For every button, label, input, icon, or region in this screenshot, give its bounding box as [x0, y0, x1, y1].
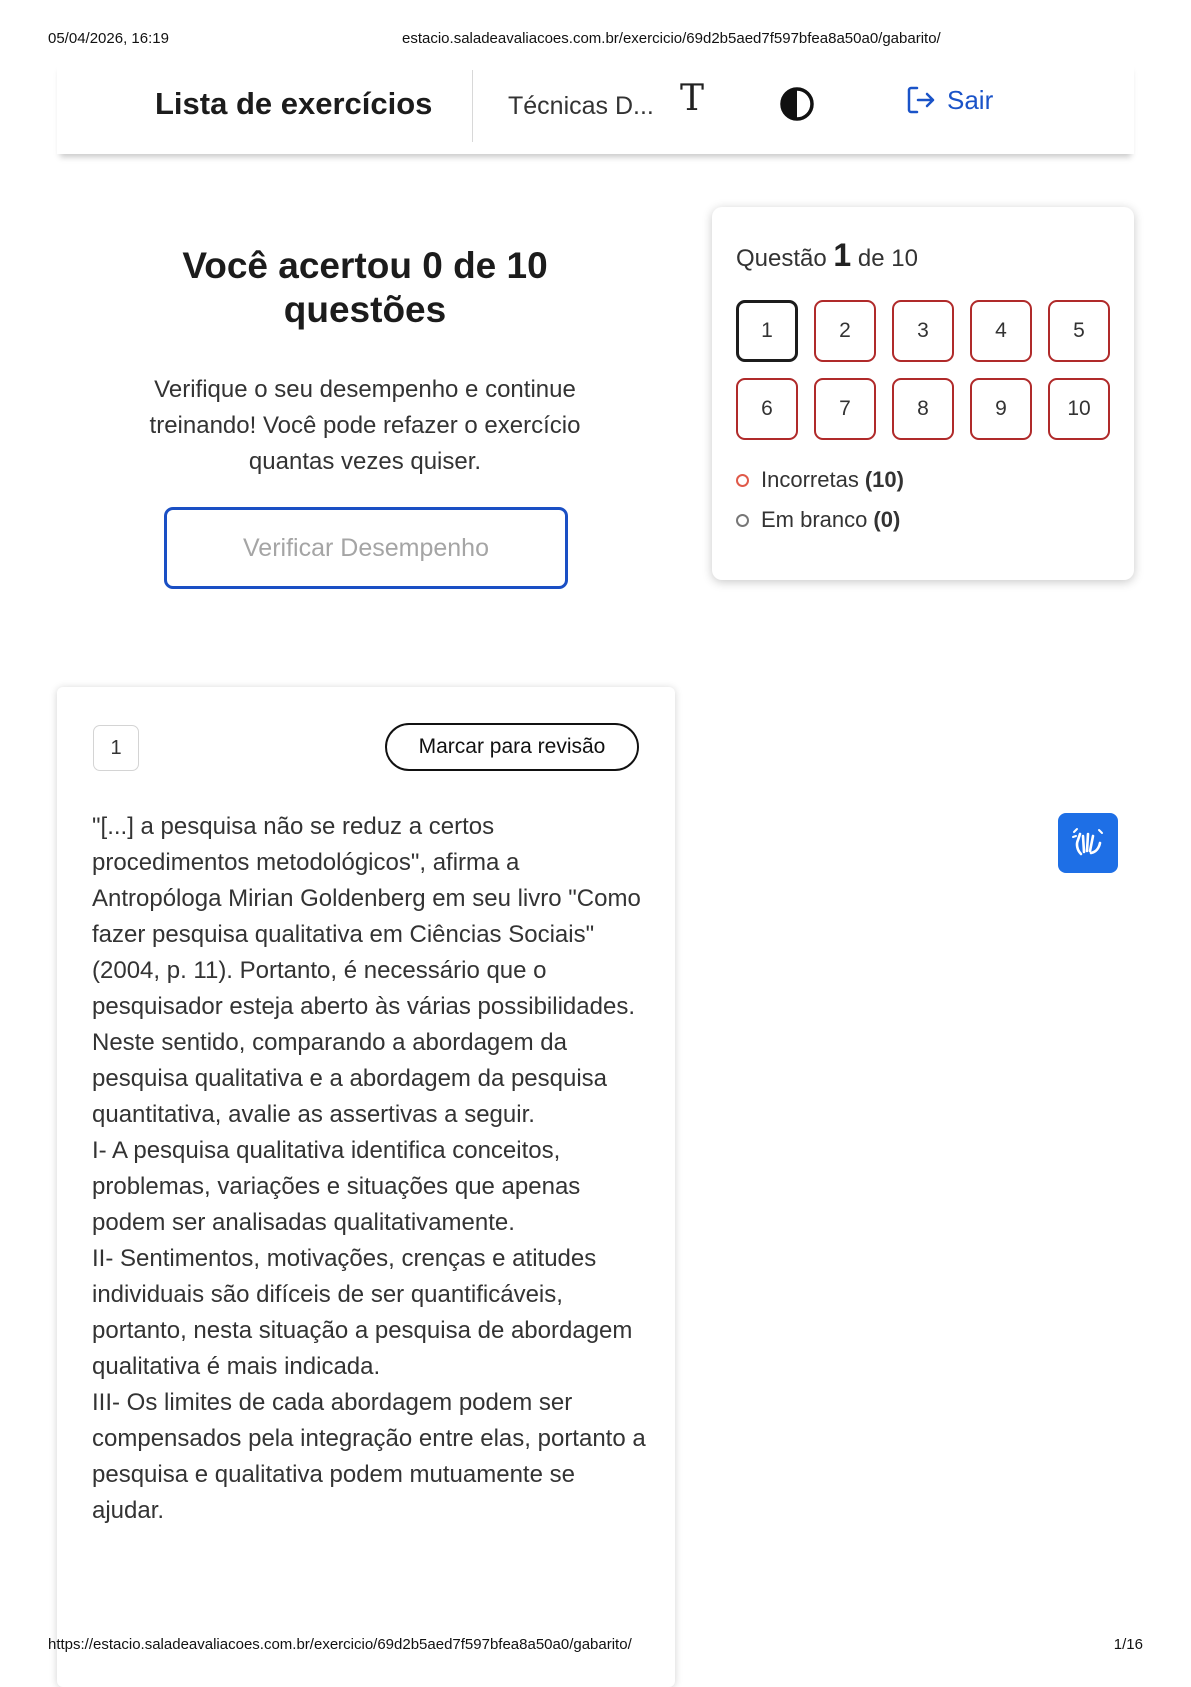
legend-blank: [736, 507, 900, 533]
question-paragraph: III- Os limites de cada abordagem podem ser compensados pela integração entre elas, portanto a pesquisa e qualitativa podem mutuamente se ajudar.: [92, 1389, 646, 1524]
incorrect-count: (10): [864, 467, 904, 492]
blank-label: Em branco: [761, 507, 868, 532]
print-page-number: 1/16: [1113, 1636, 1143, 1653]
print-datetime: 05/04/2026, 16:19: [48, 30, 169, 47]
top-bar: [57, 62, 1134, 154]
question-button[interactable]: 10: [1048, 378, 1110, 440]
print-url: estacio.saladeavaliacoes.com.br/exercicio/69d2b5aed7f597bfea8a50a0/gabarito/: [402, 30, 941, 47]
logout-button[interactable]: [905, 84, 993, 116]
header-divider: [472, 70, 473, 142]
navigator-prefix: Questão: [736, 245, 827, 272]
question-card: [57, 687, 675, 1687]
question-button[interactable]: 4: [970, 300, 1032, 362]
page-title: Lista de exercícios: [155, 86, 433, 121]
sign-language-icon: [1069, 824, 1107, 862]
question-button[interactable]: 7: [814, 378, 876, 440]
logout-label: Sair: [947, 84, 994, 115]
course-name[interactable]: Técnicas D...: [508, 92, 654, 120]
result-summary: [120, 244, 610, 480]
font-size-icon[interactable]: T: [680, 78, 705, 119]
sign-language-button[interactable]: [1058, 813, 1118, 873]
question-button[interactable]: 5: [1048, 300, 1110, 362]
question-button[interactable]: 3: [892, 300, 954, 362]
contrast-icon[interactable]: [779, 86, 815, 122]
print-footer-url: https://estacio.saladeavaliacoes.com.br/exercicio/69d2b5aed7f597bfea8a50a0/gabarito/: [48, 1636, 632, 1653]
logout-icon: [905, 84, 937, 116]
blank-count: (0): [873, 507, 901, 532]
question-button[interactable]: 6: [736, 378, 798, 440]
question-button[interactable]: 2: [814, 300, 876, 362]
mark-for-review-button[interactable]: Marcar para revisão: [385, 723, 639, 771]
question-paragraph: "[...] a pesquisa não se reduz a certos procedimentos metodológicos", afirma a Antropóloga Mirian Goldenberg em seu livro "Como fazer pesquisa qualitativa em Ciências Sociais" (2004, p. 11). Portanto, é necessário que o pesquisador esteja aberto às várias possibilidades. Neste sentido, comparando a abordagem da pesquisa qualitativa e a abordagem da pesquisa quantitativa, avalie as assertivas a seguir.: [92, 813, 641, 1128]
verify-performance-button[interactable]: Verificar Desempenho: [164, 507, 568, 589]
result-title: Você acertou 0 de 10 questões: [182, 245, 548, 330]
result-message: Verifique o seu desempenho e continue treinando! Você pode refazer o exercício quantas vezes quiser.: [149, 376, 581, 475]
navigator-suffix: de 10: [857, 245, 918, 272]
legend-incorrect: [736, 467, 904, 493]
question-paragraph: I- A pesquisa qualitativa identifica conceitos, problemas, variações e situações que apenas podem ser analisadas qualitativamente.: [92, 1137, 581, 1236]
question-grid: [736, 300, 1110, 440]
question-button[interactable]: 1: [736, 300, 798, 362]
question-paragraph: II- Sentimentos, motivações, crenças e atitudes individuais são difíceis de ser quantificáveis, portanto, nesta situação a pesquisa de abordagem qualitativa é mais indicada.: [92, 1245, 633, 1380]
navigator-heading: [736, 237, 918, 274]
question-button[interactable]: 8: [892, 378, 954, 440]
question-number-badge: 1: [93, 725, 139, 771]
question-text: [92, 809, 652, 1529]
incorrect-label: Incorretas: [761, 467, 859, 492]
blank-dot-icon: [736, 514, 749, 527]
question-button[interactable]: 9: [970, 378, 1032, 440]
incorrect-dot-icon: [736, 474, 749, 487]
question-navigator: [712, 207, 1134, 580]
navigator-current: 1: [833, 237, 852, 273]
